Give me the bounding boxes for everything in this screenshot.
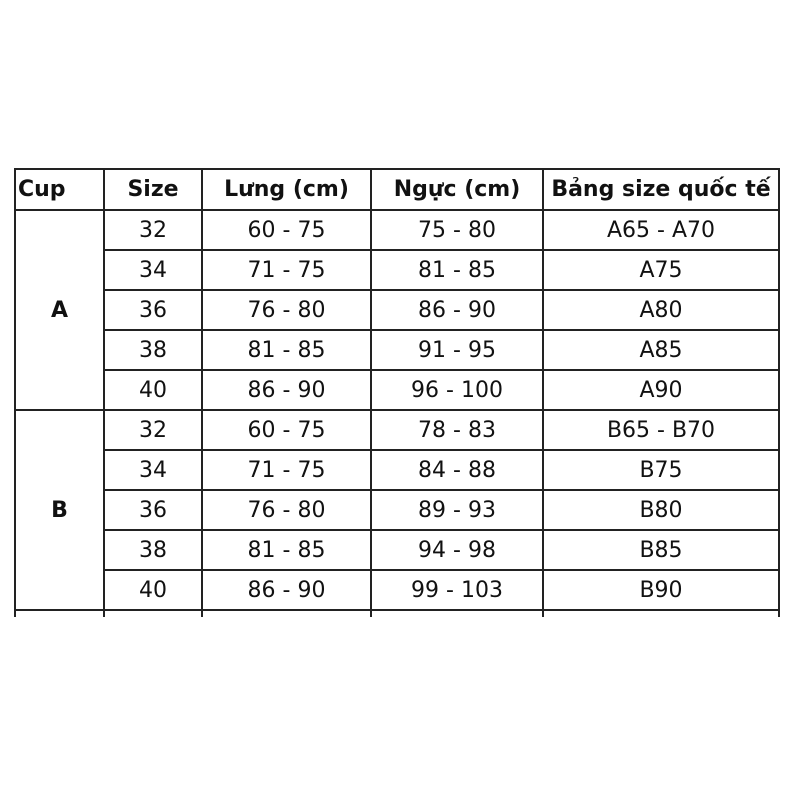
size-cell: 32 bbox=[104, 210, 202, 250]
lung-cell: 86 - 90 bbox=[202, 370, 371, 410]
header-lung: Lưng (cm) bbox=[202, 169, 371, 210]
table-row bbox=[15, 290, 779, 330]
nguc-cell: 91 - 95 bbox=[371, 330, 543, 370]
intl-cell: B65 - B70 bbox=[543, 410, 779, 450]
cutoff-cell bbox=[104, 610, 202, 617]
size-cell: 34 bbox=[104, 450, 202, 490]
cutoff-cell bbox=[371, 610, 543, 617]
lung-cell: 81 - 85 bbox=[202, 530, 371, 570]
table-row bbox=[15, 330, 779, 370]
table-row bbox=[15, 570, 779, 610]
intl-cell: A65 - A70 bbox=[543, 210, 779, 250]
nguc-cell: 99 - 103 bbox=[371, 570, 543, 610]
lung-cell: 60 - 75 bbox=[202, 410, 371, 450]
lung-cell: 71 - 75 bbox=[202, 450, 371, 490]
lung-cell: 71 - 75 bbox=[202, 250, 371, 290]
table-row-cutoff bbox=[15, 610, 779, 617]
intl-cell: B85 bbox=[543, 530, 779, 570]
table-row bbox=[15, 410, 779, 450]
intl-cell: A85 bbox=[543, 330, 779, 370]
size-cell: 32 bbox=[104, 410, 202, 450]
table-row bbox=[15, 450, 779, 490]
header-size: Size bbox=[104, 169, 202, 210]
header-intl: Bảng size quốc tế bbox=[543, 169, 779, 210]
size-cell: 38 bbox=[104, 530, 202, 570]
table-row bbox=[15, 370, 779, 410]
cup-label: A bbox=[15, 210, 104, 410]
header-row bbox=[15, 169, 779, 210]
header-nguc: Ngực (cm) bbox=[371, 169, 543, 210]
size-cell: 34 bbox=[104, 250, 202, 290]
lung-cell: 76 - 80 bbox=[202, 490, 371, 530]
size-cell: 40 bbox=[104, 570, 202, 610]
cutoff-cell bbox=[543, 610, 779, 617]
nguc-cell: 81 - 85 bbox=[371, 250, 543, 290]
lung-cell: 60 - 75 bbox=[202, 210, 371, 250]
lung-cell: 86 - 90 bbox=[202, 570, 371, 610]
intl-cell: B80 bbox=[543, 490, 779, 530]
bra-size-table bbox=[14, 168, 778, 617]
table-row bbox=[15, 250, 779, 290]
header-cup: Cup bbox=[15, 169, 104, 210]
lung-cell: 81 - 85 bbox=[202, 330, 371, 370]
size-cell: 38 bbox=[104, 330, 202, 370]
size-chart bbox=[14, 168, 780, 617]
nguc-cell: 78 - 83 bbox=[371, 410, 543, 450]
table-row bbox=[15, 210, 779, 250]
intl-cell: B90 bbox=[543, 570, 779, 610]
nguc-cell: 89 - 93 bbox=[371, 490, 543, 530]
nguc-cell: 96 - 100 bbox=[371, 370, 543, 410]
intl-cell: B75 bbox=[543, 450, 779, 490]
size-cell: 40 bbox=[104, 370, 202, 410]
intl-cell: A90 bbox=[543, 370, 779, 410]
size-cell: 36 bbox=[104, 490, 202, 530]
table-row bbox=[15, 490, 779, 530]
size-cell: 36 bbox=[104, 290, 202, 330]
intl-cell: A75 bbox=[543, 250, 779, 290]
cutoff-cell bbox=[202, 610, 371, 617]
intl-cell: A80 bbox=[543, 290, 779, 330]
nguc-cell: 75 - 80 bbox=[371, 210, 543, 250]
lung-cell: 76 - 80 bbox=[202, 290, 371, 330]
nguc-cell: 94 - 98 bbox=[371, 530, 543, 570]
cutoff-cell bbox=[15, 610, 104, 617]
nguc-cell: 84 - 88 bbox=[371, 450, 543, 490]
table-row bbox=[15, 530, 779, 570]
cup-label: B bbox=[15, 410, 104, 610]
nguc-cell: 86 - 90 bbox=[371, 290, 543, 330]
